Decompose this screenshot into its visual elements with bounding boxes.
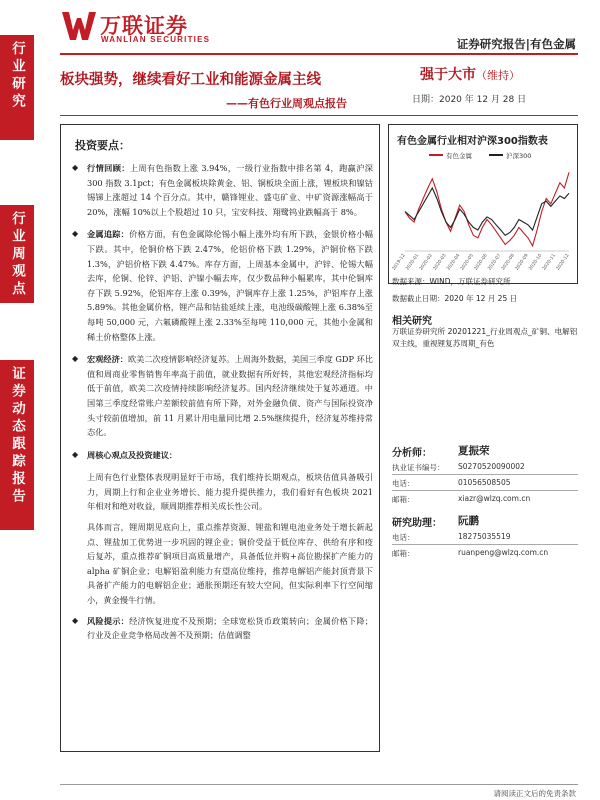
phone-number: 18275035519: [458, 532, 511, 541]
series-line: [405, 188, 569, 235]
chart-source: 数据来源：WIND，万联证券研究所: [392, 277, 511, 286]
disclaimer-note: 请阅读正文后的免责条款: [493, 789, 576, 798]
x-tick-label: 2020-05: [460, 253, 475, 272]
assistant-label: 研究助理：: [392, 518, 442, 529]
x-tick-label: 2020-10: [528, 253, 544, 272]
x-tick-label: 2020-02: [419, 253, 434, 272]
bullet-core-view: ◆ 周核心观点及投资建议：: [69, 448, 373, 463]
info-divider: [392, 544, 578, 545]
x-tick-label: 2020-09: [514, 253, 530, 272]
x-tick-label: 2020-12: [555, 253, 571, 272]
bullet-macro: ◆ 宏观经济：欧美二次疫情影响经济复苏。上周海外数据，美国三季度 GDP 环比值和周商业零售销售年率高于前值，就业数据有所好转，其他宏观经济指标均低于前值，欧美二次疫情持续影响经济复苏。国内经济继续处于复苏通道。中国第三季度经常账户差额较前值有所下降，对外金融负债、资产与国际投资净头寸较前值增加，前 11 月累计用电量同比增 2.5%继续提升，经济复苏维持常态化。: [69, 352, 373, 440]
sidebar-industry-research: 行业研究: [0, 35, 34, 140]
rating: 强于大市（维持）: [420, 67, 520, 83]
bullet-metal-tracking: ◆ 金属追踪：价格方面，有色金属除伦锡小幅上涨外均有所下跌，金银价格小幅下跌。其中，伦铜价格下跌 2.47%，伦铝价格下跌 1.29%，沪铜价格下跌 1.3%，沪铝价格下跌 4.47%。库存方面，上周基本金属中，沪锌、伦锡大幅去库，伦铜、伦锌、沪铝、沪镍小幅去库，仅少数品种小幅累库，其中伦铜库存下跌 5.92%，伦铝库存上涨 0.39%，沪铜库存上涨 1.25%，沪铝库存上涨 5.89%。其他金属价格，锂产品和钴盐延续上涨，电池级碳酸锂上涨 6.38%至每吨 50,000 元，六氟磷酸锂上涨 2.33%至每吨 110,000 元，其他小金属和稀土价格整体上涨。: [69, 227, 373, 344]
investment-highlights-box: [60, 124, 380, 752]
x-tick-label: 2020-06: [473, 253, 489, 272]
assistant-name: 阮鹏: [458, 515, 479, 527]
chart-box: [388, 124, 578, 284]
relative-index-chart: [389, 149, 577, 279]
bullet-risk: ◆ 风险提示：经济恢复进度不及预期；全球宽松货币政策转向；金属价格下降；行业及企业竞争格局改善不及预期；估值调整: [69, 614, 373, 643]
x-tick-label: 2020-01: [405, 253, 421, 272]
related-research-heading: 相关研究: [392, 316, 432, 327]
phone-number: 01056508505: [458, 478, 511, 487]
email-label: 邮箱：: [392, 549, 415, 558]
chart-data-date: 数据截止日期：2020 年 12 月 25 日: [392, 294, 518, 303]
report-date: 日期：2020 年 12 月 28 日: [412, 95, 527, 105]
cert-number: S0270520090002: [458, 462, 525, 471]
sidebar-weekly-view: 行业周观点: [0, 205, 34, 303]
x-tick-label: 2020-04: [446, 253, 462, 272]
logo-w-icon: [62, 12, 96, 40]
info-divider: [392, 474, 578, 475]
x-tick-label: 2020-03: [432, 253, 448, 272]
legend-entry: 沪深300: [506, 152, 532, 160]
related-research-text: 万联证券研究所 20201221_行业周观点_矿铜、电解铝双主线，重视锂复苏周期_有色: [392, 327, 578, 348]
email-address[interactable]: ruanpeng@wlzq.com.cn: [458, 548, 549, 557]
logo-text: 万联证券: [100, 14, 188, 38]
analyst-name: 夏振荣: [458, 445, 490, 457]
core-view-para2: 具体而言，锂周期见底向上，重点推荐资源、锂盐和锂电池业务处于增长新起点、锂盐加工优势进一步巩固的锂企业；铜价受益于低位库存、供给有序和疫后复苏，重点推荐矿铜项目高质量增产，具备低位并购+高位勘探扩产能力的 alpha 矿铜企业；电解铝盈利能力有望高位维持，推荐电解铝产能封顶背景下具备扩产能力的电解铝企业；通胀预期还有较大空间，但实际利率下行空间缩小，黄金慢牛行情。: [87, 522, 373, 606]
legend-entry: 有色金属: [446, 152, 472, 160]
chart-title: 有色金属行业相对沪深300指数表: [397, 136, 548, 147]
title-divider: [60, 115, 578, 116]
email-address[interactable]: xiazr@wlzq.com.cn: [458, 494, 531, 503]
email-label: 邮箱：: [392, 495, 415, 504]
core-view-para1: 上周有色行业整体表现明显好于市场，我们维持长期观点，板块估值具备吸引力，周期上行和企业业务增长、能力提升提供推力，我们看好有色板块 2021 年相对和绝对收益，顺周期推荐相关成长性公司。: [87, 472, 373, 512]
header-divider: [60, 53, 578, 55]
report-subtitle: ——有色行业周观点报告: [226, 97, 347, 110]
x-tick-label: 2020-08: [501, 253, 516, 272]
phone-label: 电话：: [392, 479, 415, 488]
x-tick-label: 2020-11: [542, 253, 557, 272]
analyst-label: 分析师：: [392, 448, 432, 459]
cert-label: 执业证书编号：: [392, 463, 445, 472]
section-title: 投资要点：: [75, 139, 130, 152]
footer-divider: [60, 784, 578, 785]
x-tick-label: 2020-07: [487, 253, 503, 272]
x-tick-label: 2019-12: [391, 253, 407, 272]
logo-english: WANLIAN SECURITIES: [101, 35, 211, 44]
info-divider: [392, 490, 578, 491]
bullet-market-review: ◆ 行情回顾：上周有色指数上涨 3.94%，一级行业指数中排名第 4，跑赢沪深 300 指数 3.1pct；有色金属板块除黄金、铝、铜板块全面上涨，锂板块和镍钴锡锑上涨超过 14 个百分点。其中，赣锋锂业、盛屯矿业、中矿资源涨幅高于 20%，涨幅 10%以上个股超过 10 只，宝安科技、翔鹭钨业跌幅高于 8%。: [69, 161, 373, 219]
series-line: [405, 172, 569, 246]
sidebar-dynamic-report: 证券动态跟踪报告: [0, 360, 34, 530]
report-type: 证券研究报告|有色金属: [456, 37, 576, 51]
report-title: 板块强势，继续看好工业和能源金属主线: [60, 72, 321, 88]
phone-label: 电话：: [392, 533, 415, 542]
